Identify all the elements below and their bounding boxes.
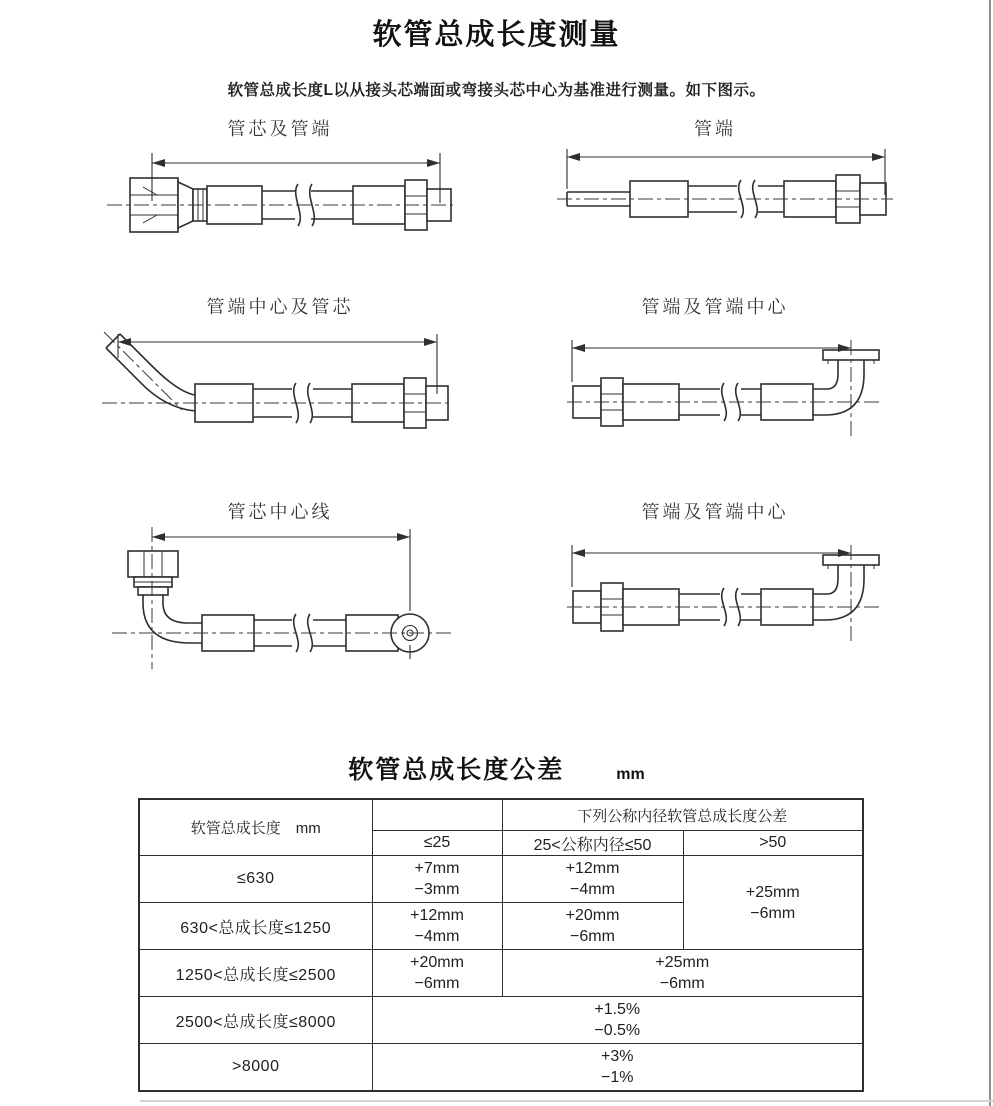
- tol-cell: [372, 997, 863, 1044]
- diagram-label-core-centerline: 管芯中心线: [227, 502, 333, 522]
- tol-cell: [372, 856, 502, 903]
- diagram-label-end-and-end-center-1: 管端及管端中心: [641, 297, 789, 317]
- table-row: [139, 1044, 863, 1092]
- elbow-flange-fitting: [813, 555, 879, 620]
- tol-plus: +20mm: [410, 954, 464, 971]
- tol-minus: −6mm: [750, 904, 796, 922]
- diagram-label-core-and-end: 管芯及管端: [227, 119, 333, 139]
- hose-diagram-tube-end: [555, 139, 895, 244]
- tol-minus: −1%: [601, 1069, 634, 1086]
- tol-plus: +12mm: [410, 907, 464, 924]
- page-title: 软管总成长度测量: [372, 19, 621, 51]
- tol-plus: +25mm: [655, 954, 710, 971]
- tol-plus: +3%: [601, 1048, 634, 1065]
- header-bore-le25: ≤25: [372, 831, 502, 856]
- table-row: [139, 997, 863, 1044]
- tolerance-table: [138, 798, 864, 1092]
- header-group: 下列公称内径软管总成长度公差: [502, 799, 863, 831]
- tol-cell: [372, 950, 502, 997]
- hose-diagram-core-and-end: [105, 143, 455, 255]
- hose-body: [573, 555, 879, 631]
- intro-text: 软管总成长度L以从接头芯端面或弯接头芯中心为基准进行测量。如下图示。: [227, 82, 766, 99]
- tol-cell: [502, 856, 683, 903]
- tol-cell: [502, 903, 683, 950]
- tol-minus: −6mm: [659, 975, 705, 992]
- tol-minus: −6mm: [570, 928, 615, 945]
- header-length-col: 软管总成长度 mm: [139, 799, 372, 856]
- tol-cell: [372, 903, 502, 950]
- tol-minus: −4mm: [570, 881, 615, 898]
- table-title-row: [0, 750, 993, 786]
- row-range-2500-8000: 2500<总成长度≤8000: [139, 997, 372, 1044]
- table-row: [139, 950, 863, 997]
- diagram-label-end-and-end-center-2: 管端及管端中心: [641, 502, 789, 522]
- dimension-line: [572, 340, 851, 382]
- tol-minus: −4mm: [414, 928, 460, 945]
- header-empty-cell: [372, 799, 502, 831]
- dimension-line: [572, 545, 851, 587]
- header-bore-gt50: >50: [683, 831, 863, 856]
- tol-plus: +25mm: [745, 883, 800, 901]
- tol-minus: −0.5%: [594, 1022, 641, 1039]
- hose-diagram-end-center-and-core: [100, 328, 455, 446]
- tol-plus: +20mm: [565, 907, 620, 924]
- table-title: 软管总成长度公差: [348, 756, 565, 784]
- hose-body: [573, 350, 879, 426]
- tol-plus: +12mm: [565, 860, 620, 877]
- row-range-630-1250: 630<总成长度≤1250: [139, 903, 372, 950]
- row-range-1250-2500: 1250<总成长度≤2500: [139, 950, 372, 997]
- tol-minus: −3mm: [414, 881, 460, 898]
- hose-body: [128, 551, 429, 652]
- hose-diagram-end-and-end-center-2: [565, 535, 895, 653]
- page-bottom-line: [140, 1100, 993, 1102]
- hose-body: [106, 334, 448, 428]
- page-edge-line: [989, 0, 991, 1106]
- header-bore-25-50: 25<公称内径≤50: [502, 831, 683, 856]
- row-range-gt8000: >8000: [139, 1044, 372, 1092]
- hose-diagram-core-centerline: [110, 523, 460, 673]
- table-row: [139, 856, 863, 903]
- tol-cell: [372, 1044, 863, 1092]
- tol-plus: +7mm: [414, 860, 460, 877]
- table-unit-label: mm: [616, 766, 645, 783]
- row-range-le630: ≤630: [139, 856, 372, 903]
- tol-plus: +1.5%: [594, 1001, 641, 1018]
- angled-centerline: [104, 332, 182, 410]
- elbow-flange-fitting: [813, 350, 879, 415]
- tol-cell: [683, 856, 863, 950]
- hose-diagram-end-and-end-center-1: [565, 330, 895, 448]
- tol-minus: −6mm: [414, 975, 460, 992]
- tol-cell: [502, 950, 863, 997]
- diagram-label-end-center-and-core: 管端中心及管芯: [206, 297, 354, 317]
- diagram-label-tube-end: 管端: [694, 119, 736, 139]
